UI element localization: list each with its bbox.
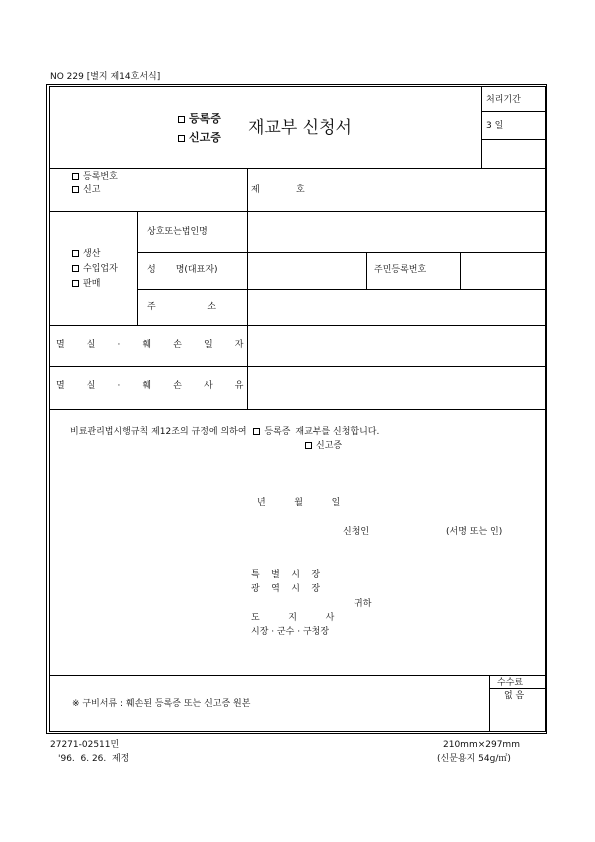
addressee-line-2: 광 역 시 장 [251, 584, 321, 594]
option-production[interactable]: 생산 [72, 250, 100, 259]
addressee-line-1: 특 별 시 장 [251, 570, 321, 580]
number-suffix: 호 [296, 185, 305, 195]
checkbox-icon [178, 116, 185, 123]
option-report-id[interactable]: 신고 [72, 186, 100, 195]
name-label: 성 명(대표자) [147, 265, 218, 275]
loss-date-field[interactable] [249, 327, 545, 365]
registration-number-field[interactable] [262, 176, 292, 198]
form-title: 재교부 신청서 [248, 118, 352, 138]
business-name-label: 상호또는법인명 [147, 227, 208, 237]
processing-period-label: 처리기간 [486, 95, 521, 105]
enacted-date: '96. 6. 26. 제정 [58, 754, 130, 764]
resident-number-field[interactable] [462, 254, 545, 288]
business-name-field[interactable] [249, 213, 545, 251]
checkbox-icon [72, 250, 79, 257]
loss-reason-field[interactable] [249, 368, 545, 408]
applicant-label: 신청인 [343, 527, 370, 537]
checkbox-icon [72, 186, 79, 193]
address-label: 주 소 [147, 302, 216, 312]
addressee-honorific: 귀하 [354, 599, 372, 609]
statement-option-report[interactable]: 신고증 [305, 442, 342, 451]
fee-label: 수수료 [497, 678, 524, 688]
applicant-signature-field[interactable] [380, 522, 440, 540]
date-line: 년 월 일 [257, 498, 341, 508]
statement-line: 비료관리법시행규칙 제12조의 규정에 의하여 등록증 재교부를 신청합니다. [70, 427, 380, 437]
signature-note: (서명 또는 인) [446, 527, 503, 537]
loss-reason-label: 멸 실 · 훼 손 사 유 [56, 381, 253, 391]
loss-date-label: 멸 실 · 훼 손 일 자 [56, 340, 253, 350]
form-code: NO 229 [별지 제14호서식] [50, 72, 161, 82]
checkbox-icon [178, 135, 185, 142]
statement-option-register[interactable]: 등록증 [253, 427, 290, 437]
number-prefix: 제 [251, 185, 260, 195]
checkbox-icon [72, 265, 79, 272]
fee-value: 없 음 [504, 691, 525, 701]
addressee-line-4: 시장 · 군수 · 구청장 [251, 627, 330, 637]
checkbox-icon [305, 442, 312, 449]
processing-period-value: 3 일 [486, 121, 504, 131]
paper-size: 210mm×297mm [443, 740, 520, 750]
option-register-number[interactable]: 등록번호 [72, 173, 118, 182]
checkbox-icon [72, 280, 79, 287]
resident-number-label: 주민등록번호 [374, 265, 427, 275]
form-number: 27271-02511민 [50, 740, 120, 750]
checkbox-icon [253, 428, 260, 435]
option-sales[interactable]: 판매 [72, 280, 100, 289]
name-field[interactable] [249, 254, 364, 288]
checkbox-icon [72, 173, 79, 180]
paper-type: (신문용지 54g/㎡) [437, 754, 511, 764]
attachment-note: ※ 구비서류 : 훼손된 등록증 또는 신고증 원본 [72, 699, 251, 709]
addressee-line-3: 도 지 사 [251, 613, 335, 623]
address-field[interactable] [249, 291, 545, 324]
option-importer[interactable]: 수입업자 [72, 265, 118, 274]
option-register[interactable]: 등록증 [178, 113, 221, 124]
option-report[interactable]: 신고증 [178, 132, 221, 143]
